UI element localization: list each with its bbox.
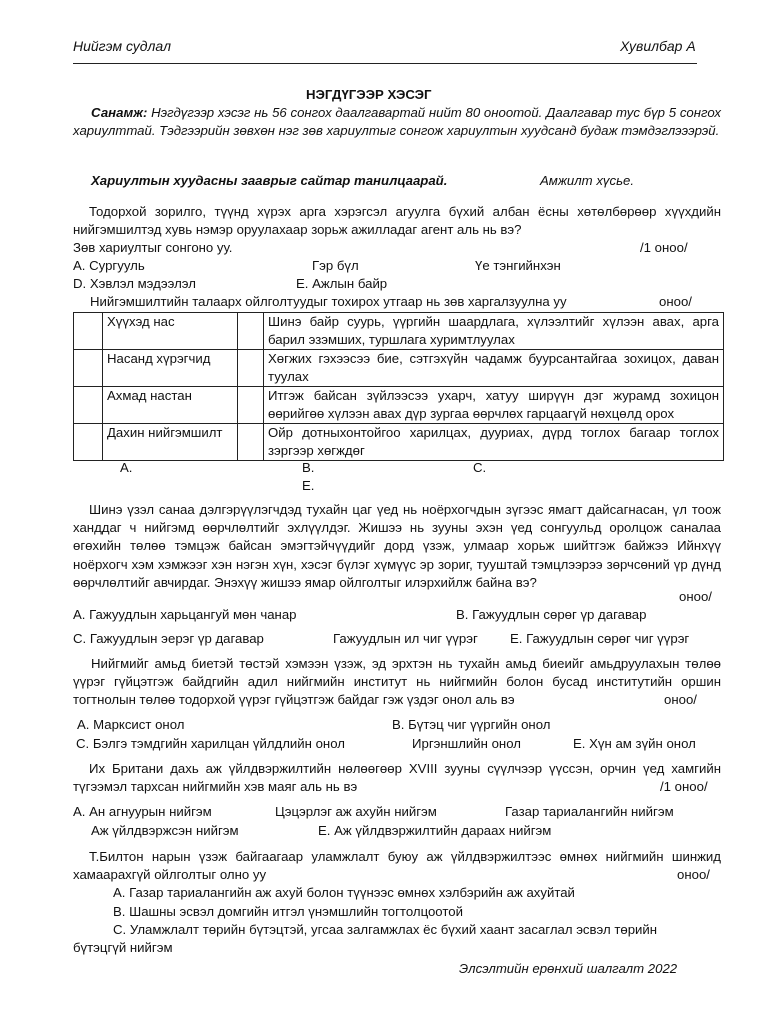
description-cell: Итгэж байсан зүйлээсээ ухарч, хатуу ширүүн дэг журамд зохицон өөрийгөө хүлээн авах дүр зургаа өөрчлөх гарцаагүй нөхцөлд орох [264,387,724,424]
q1-option-b: Гэр бүл [312,258,359,273]
q3-option-e: E. Гажуудлын сөрөг чиг үүрэг [510,631,690,646]
good-luck-text: Амжилт хүсье. [540,173,635,188]
footer-exam-title: Элсэлтийн ерөнхий шалгалт 2022 [459,961,678,976]
q5-option-a: A. Ан агнуурын нийгэм [73,804,212,819]
q4-option-c: C. Бэлгэ тэмдгийн харилцан үйлдлийн онол [76,736,345,751]
q4-option-e: E. Хүн ам зүйн онол [573,736,696,751]
header-variant: Хувилбар А [620,38,696,54]
q6-score: оноо/ [677,867,710,882]
concept-cell: Ахмад настан [103,387,238,424]
concept-cell: Дахин нийгэмшилт [103,424,238,461]
answer-sheet-instruction: Хариултын хуудасны зааврыг сайтар танилцаарай. [91,173,448,188]
q1-prompt: Зөв хариултыг сонгоно уу. [73,240,233,255]
q2-matching-table [73,312,724,461]
q4-option-a: A. Марксист онол [77,717,185,732]
q6-option-b: B. Шашны эсвэл домгийн итгэл үнэмшлийн тогтолцоотой [113,904,463,919]
q4-score: оноо/ [664,692,697,707]
concept-cell: Насанд хүрэгчид [103,350,238,387]
q1-option-a: A. Сургууль [73,258,145,273]
q1-option-d: D. Хэвлэл мэдээлэл [73,276,196,291]
q4-option-b: B. Бүтэц чиг үүргийн онол [392,717,551,732]
description-cell: Хөгжих гэхээсээ бие, сэтгэхүйн чадамж буурсантайгаа зохицох, даван туулах [264,350,724,387]
q3-option-d: Гажуудлын ил чиг үүрэг [333,631,478,646]
q5-option-b: Цэцэрлэг аж ахуйн нийгэм [275,804,437,819]
header-subject: Нийгэм судлал [73,38,171,54]
q5-option-c: Газар тариалангийн нийгэм [505,804,674,819]
section-note [73,104,721,140]
q6-option-c-continued: бүтэцгүй нийгэм [73,940,173,955]
q6-option-c: C. Уламжлалт төрийн бүтэцтэй, угсаа залгамжлах ёс бүхий хаант засаглал эсвэл төрийн [113,922,658,937]
q2-option-c: C. [473,460,487,475]
q3-text: Шинэ үзэл санаа дэлгэрүүлэгчдэд тухайн цаг үед нь ноёрхогчдын зүгээс ямагт дайсагнасан, үл тоож ханддаг ч нийгэмд өөрчлөлтийг эхлүүлдэг. Жишээ нь зууны эхэн үед сонгуульд оролцож саналаа өгөхийн төлөө тэмцэж байсан эмэгтэйчүүдийг дорд үзэж, улмаар хорьж шийтгэж байжээ Ийнхүү ноёрхогч хэм хэмжээг хэн нэгэн хүн, хэсэг бүлэг хүмүүс эр зориг, тууштай тэмцлээрээ зөрчсөний үр дүнд өөрчлөлтийг авчирдаг. Энэхүү жишээ ямар ойлголтыг илэрхийлж байна вэ? [73,502,721,590]
q5-option-d: Аж үйлдвэржсэн нийгэм [91,823,239,838]
q4-option-d: Иргэншлийн онол [412,736,521,751]
q1-score: /1 оноо/ [640,240,688,255]
q4-text: Нийгмийг амьд биетэй төстэй хэмээн үзэж, эд эрхтэн нь тухайн амьд биеийг амьдруулахын төлөө үүрэг гүйцэтгэж байдгийн адил нийгмийн институт нь нийгмийн болон бусад институтийн оршин тогтнолын төлөө тодорхой үүрэг гүйцэтгэж байдаг гэж үздэг онол аль вэ [73,656,721,708]
q3-score: оноо/ [679,589,712,604]
q3-option-a: A. Гажуудлын харьцангуй мөн чанар [73,607,297,622]
q2-option-e: E. [302,478,315,493]
table-row [74,313,724,350]
q2-text: Нийгэмшилтийн талаарх ойлголтуудыг тохирох утгаар нь зөв харгалзуулна уу [90,294,567,309]
table-row [74,424,724,461]
description-cell: Шинэ байр суурь, үүргийн шаардлага, хүлээлтийг хүлээн авах, арга барил эзэмших, туршлага хуримтлуулах [264,313,724,350]
q1-option-e: E. Ажлын байр [296,276,388,291]
q5-text: Их Британи дахь аж үйлдвэржилтийн нөлөөгөөр XVIII зууны сүүлчээр үүссэн, орчин үед хамгийн түгээмэл тархсан нийгмийн хэв маяг аль нь вэ [73,761,721,795]
q3-option-c: C. Гажуудлын эерэг үр дагавар [73,631,264,646]
table-row [74,387,724,424]
q1-option-c: Үе тэнгийнхэн [475,258,561,273]
q2-option-a: A. [120,460,133,475]
q6-text: Т.Билтон нарын үзэж байгаагаар уламжлалт буюу аж үйлдвэржилтээс өмнөх нийгмийн шинжид хамаарахгүй ойлголтыг олно уу [73,849,721,883]
description-cell: Ойр дотныхонтойгоо харилцах, дууриах, дүрд тоглох багаар тоглох зэргээр хөгждөг [264,424,724,461]
table-row [74,350,724,387]
q6-option-a: A. Газар тариалангийн аж ахуй болон түүнээс өмнөх хэлбэрийн аж ахуйтай [113,885,575,900]
q1-text: Тодорхой зорилго, түүнд хүрэх арга хэрэгсэл агуулга бүхий албан ёсны хөтөлбөрөөр хүүхдийн нийгэмшилтэд хувь нэмэр оруулахаар зорьж ажилладаг агент аль нь вэ? [73,204,721,238]
header-rule [73,63,697,64]
q2-option-b: B. [302,460,315,475]
q5-score: /1 оноо/ [660,779,708,794]
section-title: НЭГДҮГЭЭР ХЭСЭГ [306,87,432,102]
concept-cell: Хүүхэд нас [103,313,238,350]
note-label: Санамж: [91,105,148,120]
q5-option-e: E. Аж үйлдвэржилтийн дараах нийгэм [318,823,552,838]
q3-option-b: B. Гажуудлын сөрөг үр дагавар [456,607,647,622]
note-text: Нэгдүгээр хэсэг нь 56 сонгох даалгавартай нийт 80 оноотой. Даалгавар тус бүр 5 сонгох хариулттай. Тэдгээрийн зөвхөн нэг зөв хариултыг сонгож хариултын хуудсанд будаж тэмдэглэээрэй. [73,105,721,139]
q2-score: оноо/ [659,294,692,309]
